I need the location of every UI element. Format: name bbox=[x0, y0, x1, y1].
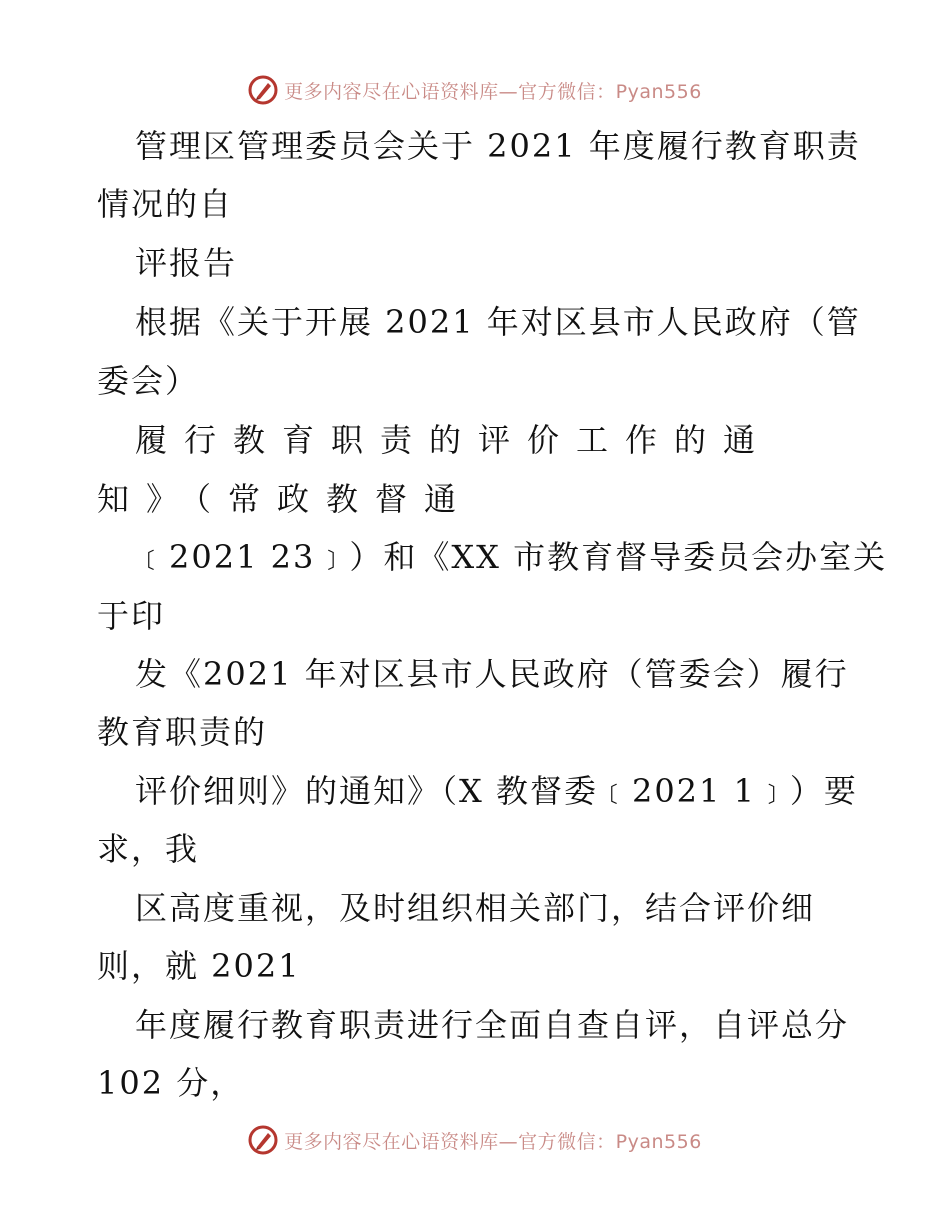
text-line: 委会） bbox=[97, 362, 200, 400]
pen-logo-icon bbox=[248, 75, 278, 105]
text-line: 情况的自 bbox=[97, 185, 234, 223]
text-line: 评报告 bbox=[135, 244, 238, 282]
text-line: 于印 bbox=[97, 597, 166, 635]
text-line: 发《2021 年对区县市人民政府（管委会）履行 bbox=[135, 655, 849, 693]
text-line: 年度履行教育职责进行全面自查自评，自评总分 bbox=[135, 1006, 850, 1044]
text-line: 知》（常政教督通 bbox=[97, 480, 474, 518]
header-watermark bbox=[0, 70, 950, 110]
text-line: 教育职责的 bbox=[97, 713, 268, 751]
text-line: 求，我 bbox=[97, 830, 200, 868]
text-line: 102 分， bbox=[97, 1064, 245, 1102]
text-line: 则，就 2021 bbox=[97, 947, 301, 985]
text-line: 区高度重视，及时组织相关部门，结合评价细 bbox=[135, 889, 816, 927]
text-line: 根据《关于开展 2021 年对区县市人民政府（管 bbox=[135, 303, 861, 341]
footer-watermark bbox=[0, 1120, 950, 1160]
text-line: ﹝2021 23﹞）和《XX 市教育督导委员会办室关 bbox=[135, 538, 888, 576]
text-line: 管理区管理委员会关于 2021 年度履行教育职责 bbox=[135, 127, 861, 165]
text-line: 履行教育职责的评价工作的通 bbox=[135, 421, 773, 459]
watermark-text: 更多内容尽在心语资料库—官方微信：Pyan556 bbox=[284, 1130, 702, 1153]
pen-logo-icon bbox=[248, 1125, 278, 1155]
text-line: 评价细则》的通知》（X 教督委﹝2021 1﹞）要 bbox=[135, 772, 858, 810]
watermark-text: 更多内容尽在心语资料库—官方微信：Pyan556 bbox=[284, 80, 702, 103]
